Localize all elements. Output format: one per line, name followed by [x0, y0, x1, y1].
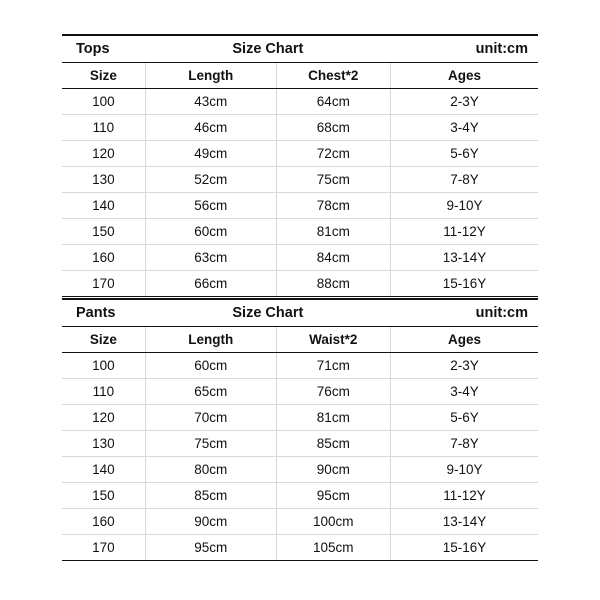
pants-title-unit: unit:cm: [390, 299, 538, 327]
pants-column-header-ages: Ages: [390, 327, 538, 353]
table-row: [62, 457, 538, 483]
pants-column-header-length: Length: [145, 327, 276, 353]
cell-size: 110: [62, 115, 145, 141]
tops-title-unit: unit:cm: [390, 35, 538, 63]
cell-length: 60cm: [145, 219, 276, 245]
table-row: [62, 271, 538, 297]
cell-length: 75cm: [145, 431, 276, 457]
cell-length: 85cm: [145, 483, 276, 509]
cell-ages: 13-14Y: [390, 245, 538, 271]
cell-size: 160: [62, 245, 145, 271]
tops-title-center: Size Chart: [145, 35, 390, 63]
pants-column-header-size: Size: [62, 327, 145, 353]
cell-chest: 84cm: [276, 245, 390, 271]
cell-length: 90cm: [145, 509, 276, 535]
table-row: [62, 219, 538, 245]
cell-chest: 75cm: [276, 167, 390, 193]
table-row: [62, 193, 538, 219]
table-row: [62, 89, 538, 115]
table-row: [62, 353, 538, 379]
cell-chest: 88cm: [276, 271, 390, 297]
table-row: [62, 509, 538, 535]
cell-size: 170: [62, 535, 145, 561]
table-row: [62, 115, 538, 141]
table-row: [62, 405, 538, 431]
cell-waist: 76cm: [276, 379, 390, 405]
tops-title-row: [62, 35, 538, 63]
tops-size-chart-table: [62, 34, 538, 297]
cell-ages: 2-3Y: [390, 353, 538, 379]
cell-ages: 7-8Y: [390, 431, 538, 457]
cell-chest: 64cm: [276, 89, 390, 115]
cell-ages: 3-4Y: [390, 115, 538, 141]
cell-size: 100: [62, 89, 145, 115]
tops-column-header-size: Size: [62, 63, 145, 89]
table-row: [62, 141, 538, 167]
pants-title-label: Pants: [62, 299, 145, 327]
cell-ages: 11-12Y: [390, 219, 538, 245]
tops-column-header-ages: Ages: [390, 63, 538, 89]
cell-ages: 3-4Y: [390, 379, 538, 405]
cell-length: 49cm: [145, 141, 276, 167]
table-row: [62, 379, 538, 405]
cell-length: 46cm: [145, 115, 276, 141]
pants-title-row: [62, 299, 538, 327]
cell-size: 100: [62, 353, 145, 379]
pants-size-chart-table: [62, 298, 538, 561]
cell-size: 170: [62, 271, 145, 297]
cell-waist: 85cm: [276, 431, 390, 457]
cell-ages: 9-10Y: [390, 457, 538, 483]
cell-ages: 9-10Y: [390, 193, 538, 219]
cell-ages: 2-3Y: [390, 89, 538, 115]
cell-length: 65cm: [145, 379, 276, 405]
cell-chest: 78cm: [276, 193, 390, 219]
tops-column-header-chest: Chest*2: [276, 63, 390, 89]
pants-column-header-waist: Waist*2: [276, 327, 390, 353]
cell-ages: 5-6Y: [390, 141, 538, 167]
cell-size: 160: [62, 509, 145, 535]
cell-size: 130: [62, 431, 145, 457]
tops-column-header-length: Length: [145, 63, 276, 89]
cell-chest: 72cm: [276, 141, 390, 167]
cell-ages: 5-6Y: [390, 405, 538, 431]
cell-waist: 100cm: [276, 509, 390, 535]
cell-length: 43cm: [145, 89, 276, 115]
cell-size: 150: [62, 219, 145, 245]
cell-size: 110: [62, 379, 145, 405]
cell-waist: 90cm: [276, 457, 390, 483]
cell-length: 56cm: [145, 193, 276, 219]
cell-chest: 81cm: [276, 219, 390, 245]
table-row: [62, 431, 538, 457]
cell-waist: 95cm: [276, 483, 390, 509]
cell-chest: 68cm: [276, 115, 390, 141]
cell-length: 80cm: [145, 457, 276, 483]
cell-length: 95cm: [145, 535, 276, 561]
cell-length: 66cm: [145, 271, 276, 297]
cell-waist: 105cm: [276, 535, 390, 561]
cell-ages: 11-12Y: [390, 483, 538, 509]
pants-header-row: [62, 327, 538, 353]
cell-ages: 13-14Y: [390, 509, 538, 535]
cell-length: 70cm: [145, 405, 276, 431]
cell-size: 120: [62, 141, 145, 167]
table-row: [62, 483, 538, 509]
cell-waist: 81cm: [276, 405, 390, 431]
table-row: [62, 535, 538, 561]
table-row: [62, 245, 538, 271]
cell-waist: 71cm: [276, 353, 390, 379]
cell-ages: 7-8Y: [390, 167, 538, 193]
cell-length: 52cm: [145, 167, 276, 193]
cell-size: 140: [62, 193, 145, 219]
tops-title-label: Tops: [62, 35, 145, 63]
cell-length: 60cm: [145, 353, 276, 379]
cell-size: 120: [62, 405, 145, 431]
pants-title-center: Size Chart: [145, 299, 390, 327]
cell-ages: 15-16Y: [390, 535, 538, 561]
cell-ages: 15-16Y: [390, 271, 538, 297]
cell-size: 130: [62, 167, 145, 193]
cell-length: 63cm: [145, 245, 276, 271]
cell-size: 150: [62, 483, 145, 509]
tops-header-row: [62, 63, 538, 89]
cell-size: 140: [62, 457, 145, 483]
table-row: [62, 167, 538, 193]
